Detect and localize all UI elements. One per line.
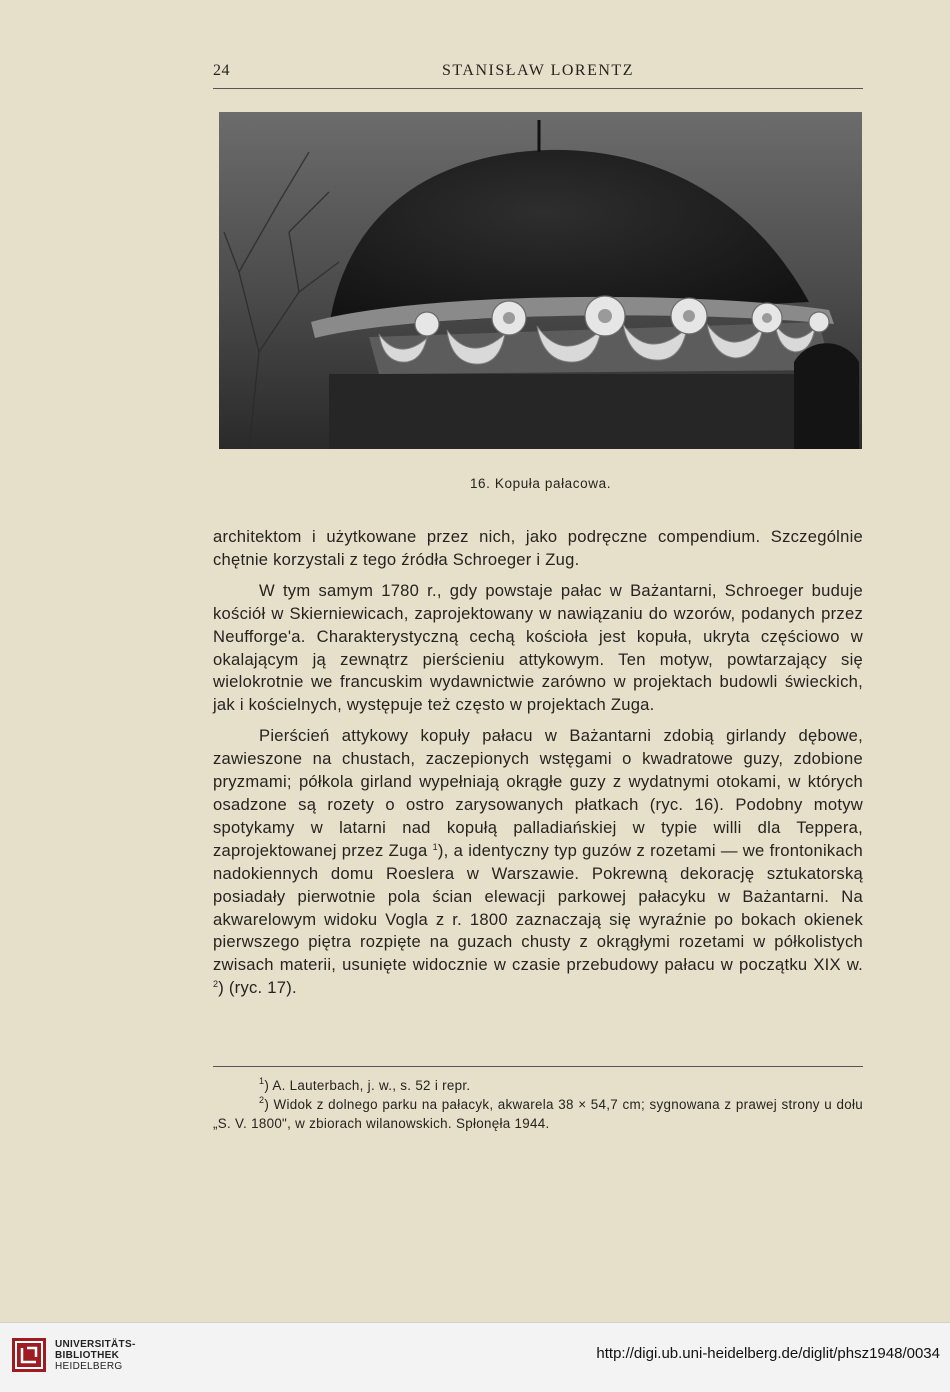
footnotes bbox=[213, 1076, 863, 1133]
paragraph-3-part-c: ) (ryc. 17). bbox=[218, 978, 297, 998]
paragraph-3-part-b: ), a identyczny typ guzów z rozetami — we frontonikach nadokiennych domu Roeslera w Warszawie. Pokrewną dekorację sztukatorską posiadały pierwotnie pola ścian elewacji parkowej pałacyku w Bażantarni. Na akwarelowym widoku Vogla z r. 1800 zaznaczają się wyraźnie po bokach okienek pierwszego piętra rozpięte na guzach chusty z okrągłymi rozetami w półkolistych zwisach materii, usunięte widocznie w czasie przebudowy pałacu w początku XIX w. bbox=[213, 840, 863, 975]
permalink-url[interactable]: http://digi.ub.uni-heidelberg.de/diglit/phsz1948/0034 bbox=[596, 1345, 940, 1362]
body-text bbox=[213, 526, 863, 1000]
running-head-author: STANISŁAW LORENTZ bbox=[442, 62, 634, 79]
paragraph-3-part-a: Pierścień attykowy kopuły pałacu w Bażantarni zdobią girlandy dębowe, zawieszone na chustach, zaczepionych wstęgami o kwadratowe guzy, zdobione pryzmami; półkola girland wypełniają okrągłe guzy z wydatnymi otokami, w których osadzone są rozety o ostro zarysowanych płatkach (ryc. 16). Podobny motyw spotykamy w latarni nad kopułą palladiańskiej w typie willi dla Teppera, zaprojektowanej przez Zuga bbox=[213, 726, 863, 860]
figure-caption: 16. Kopuła pałacowa. bbox=[469, 476, 612, 491]
paragraph-3 bbox=[213, 725, 863, 1000]
footnote-ref-1[interactable]: 1 bbox=[432, 841, 438, 852]
footnote-2-text: ) Widok z dolnego parku na pałacyk, akwarela 38 × 54,7 cm; sygnowana z prawej strony u dołu „S. V. 1800", w zbiorach wilanowskich. Spłonęła 1944. bbox=[213, 1097, 863, 1131]
header-rule bbox=[213, 88, 863, 89]
library-name-line-1: UNIVERSITÄTS- bbox=[55, 1339, 136, 1350]
footnote-rule bbox=[213, 1066, 863, 1067]
paragraph-2: W tym samym 1780 r., gdy powstaje pałac w Bażantarni, Schroeger buduje kościół w Skierniewicach, zaprojektowany w nawiązaniu do wzorów, podanych przez Neufforge'a. Charakterystyczną cechą kościoła jest kopuła, ukryta częściowo w okalającym ją zewnątrz pierścieniu attykowym. Ten motyw, powtarzający się wielokrotnie we francuskim wydawnictwie zarówno w projektach budowli świeckich, jak i kościelnych, występuje też często w projektach Zuga. bbox=[213, 580, 863, 715]
figure-photograph-dome bbox=[219, 112, 862, 449]
footnote-1-text: ) A. Lauterbach, j. w., s. 52 i repr. bbox=[264, 1078, 471, 1093]
footnote-2 bbox=[213, 1095, 863, 1133]
dome-photo-illustration bbox=[219, 112, 862, 449]
university-library-logo-icon bbox=[12, 1338, 46, 1372]
library-name-line-2: BIBLIOTHEK bbox=[55, 1350, 120, 1361]
footnote-1-mark: 1 bbox=[259, 1076, 265, 1086]
footnote-1 bbox=[213, 1076, 863, 1095]
library-name-line-3: HEIDELBERG bbox=[55, 1361, 123, 1372]
footer-bar bbox=[0, 1322, 950, 1392]
page-number: 24 bbox=[213, 62, 230, 79]
footnote-2-mark: 2 bbox=[259, 1095, 265, 1105]
running-header bbox=[213, 62, 863, 86]
library-name bbox=[55, 1339, 136, 1372]
paragraph-1: architektom i użytkowane przez nich, jako podręczne compendium. Szczególnie chętnie korzystali z tego źródła Schroeger i Zug. bbox=[213, 527, 863, 569]
footnote-ref-2[interactable]: 2 bbox=[213, 979, 219, 990]
